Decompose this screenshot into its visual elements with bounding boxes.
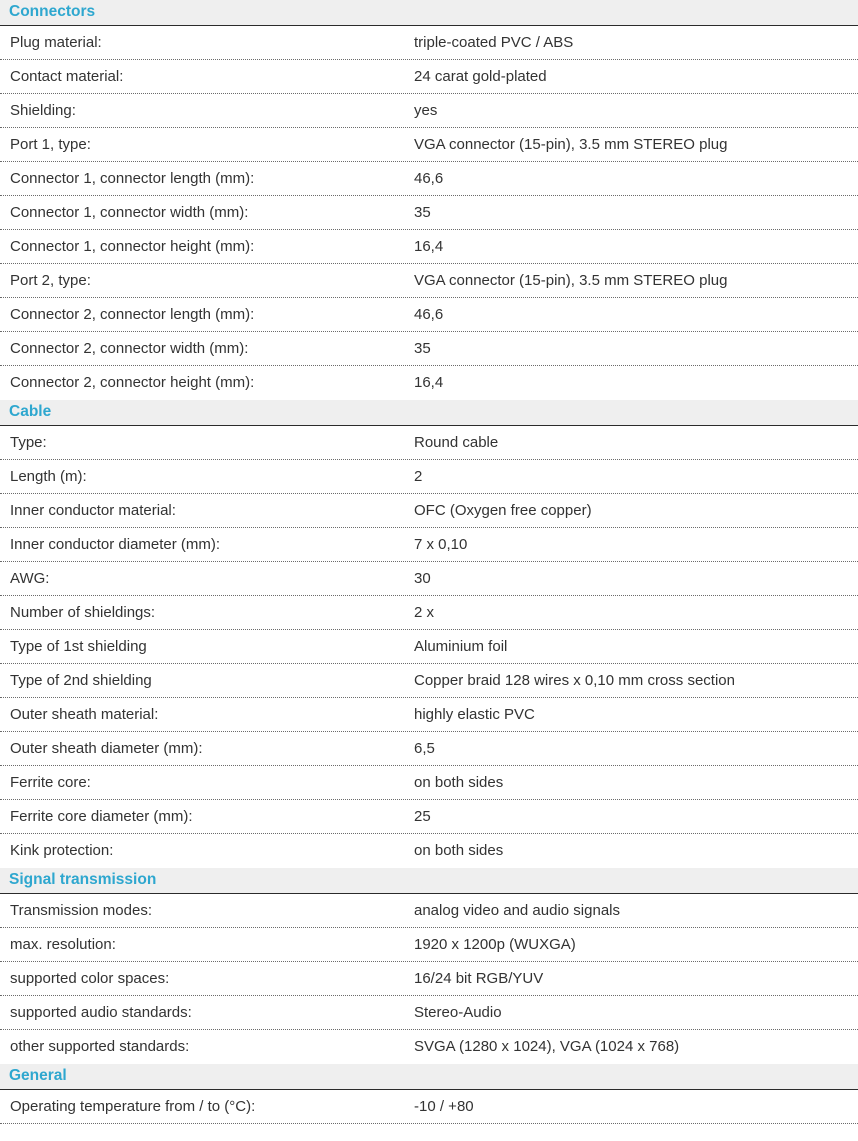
spec-label: Ferrite core: [10,774,91,791]
spec-value: 46,6 [414,306,444,323]
spec-row [0,996,858,1030]
spec-row [0,366,858,400]
spec-label: Connector 2, connector length (mm): [10,306,255,323]
section-header: Cable [0,400,858,426]
spec-value: yes [414,102,438,119]
spec-label: Connector 2, connector width (mm): [10,340,249,357]
spec-label: Outer sheath material: [10,706,159,723]
spec-row [0,766,858,800]
spec-row [0,1030,858,1064]
spec-value: VGA connector (15-pin), 3.5 mm STEREO plug [414,136,728,153]
spec-label: Plug material: [10,34,102,51]
spec-value: on both sides [414,842,504,859]
spec-row [0,298,858,332]
spec-label: Shielding: [10,102,76,119]
spec-row [0,630,858,664]
spec-row [0,562,858,596]
spec-value: Round cable [414,434,499,451]
spec-row [0,962,858,996]
spec-row [0,426,858,460]
spec-value: Aluminium foil [414,638,508,655]
spec-value: 46,6 [414,170,444,187]
section-header: General [0,1064,858,1090]
spec-row [0,596,858,630]
spec-row [0,834,858,868]
spec-label: Connector 1, connector width (mm): [10,204,249,221]
spec-label: Outer sheath diameter (mm): [10,740,203,757]
spec-row [0,94,858,128]
spec-label: Number of shieldings: [10,604,156,621]
spec-value: VGA connector (15-pin), 3.5 mm STEREO plug [414,272,728,289]
spec-value: 1920 x 1200p (WUXGA) [414,936,576,953]
spec-row [0,264,858,298]
spec-row [0,60,858,94]
spec-value: 2 [414,468,423,485]
spec-value: Stereo-Audio [414,1004,502,1021]
spec-row [0,664,858,698]
spec-row [0,162,858,196]
spec-row [0,528,858,562]
spec-label: supported color spaces: [10,970,170,987]
section-header: Signal transmission [0,868,858,894]
spec-row [0,1090,858,1124]
spec-value: 35 [414,340,431,357]
spec-value: SVGA (1280 x 1024), VGA (1024 x 768) [414,1038,680,1055]
spec-label: Port 1, type: [10,136,91,153]
spec-value: 16,4 [414,238,444,255]
spec-value: 16,4 [414,374,444,391]
spec-value: on both sides [414,774,504,791]
spec-label: Connector 1, connector length (mm): [10,170,255,187]
spec-label: Connector 2, connector height (mm): [10,374,255,391]
spec-row [0,332,858,366]
spec-label: Port 2, type: [10,272,91,289]
spec-label: Type of 2nd shielding [10,672,152,689]
section-header: Connectors [0,0,858,26]
spec-value: highly elastic PVC [414,706,535,723]
spec-row [0,26,858,60]
spec-value: triple-coated PVC / ABS [414,34,574,51]
spec-label: Kink protection: [10,842,114,859]
spec-value: 6,5 [414,740,435,757]
spec-value: 30 [414,570,431,587]
spec-value: OFC (Oxygen free copper) [414,502,592,519]
spec-value: 2 x [414,604,435,621]
spec-row [0,894,858,928]
spec-label: other supported standards: [10,1038,190,1055]
spec-value: 25 [414,808,431,825]
spec-row [0,230,858,264]
spec-label: max. resolution: [10,936,116,953]
spec-value: Copper braid 128 wires x 0,10 mm cross section [414,672,735,689]
spec-label: Length (m): [10,468,87,485]
spec-label: Transmission modes: [10,902,152,919]
spec-row [0,800,858,834]
spec-label: Type: [10,434,47,451]
spec-label: Contact material: [10,68,124,85]
spec-value: analog video and audio signals [414,902,620,919]
spec-row [0,698,858,732]
spec-row [0,128,858,162]
spec-label: Ferrite core diameter (mm): [10,808,193,825]
spec-row [0,196,858,230]
spec-value: 7 x 0,10 [414,536,468,553]
spec-label: supported audio standards: [10,1004,192,1021]
spec-value: 35 [414,204,431,221]
spec-label: Inner conductor material: [10,502,176,519]
spec-row [0,928,858,962]
spec-label: Type of 1st shielding [10,638,147,655]
spec-row [0,732,858,766]
spec-value: -10 / +80 [414,1098,474,1115]
spec-label: Inner conductor diameter (mm): [10,536,221,553]
spec-value: 16/24 bit RGB/YUV [414,970,544,987]
spec-row [0,494,858,528]
spec-row [0,460,858,494]
spec-label: Operating temperature from / to (°C): [10,1098,256,1115]
spec-label: AWG: [10,570,50,587]
spec-label: Connector 1, connector height (mm): [10,238,255,255]
spec-value: 24 carat gold-plated [414,68,547,85]
